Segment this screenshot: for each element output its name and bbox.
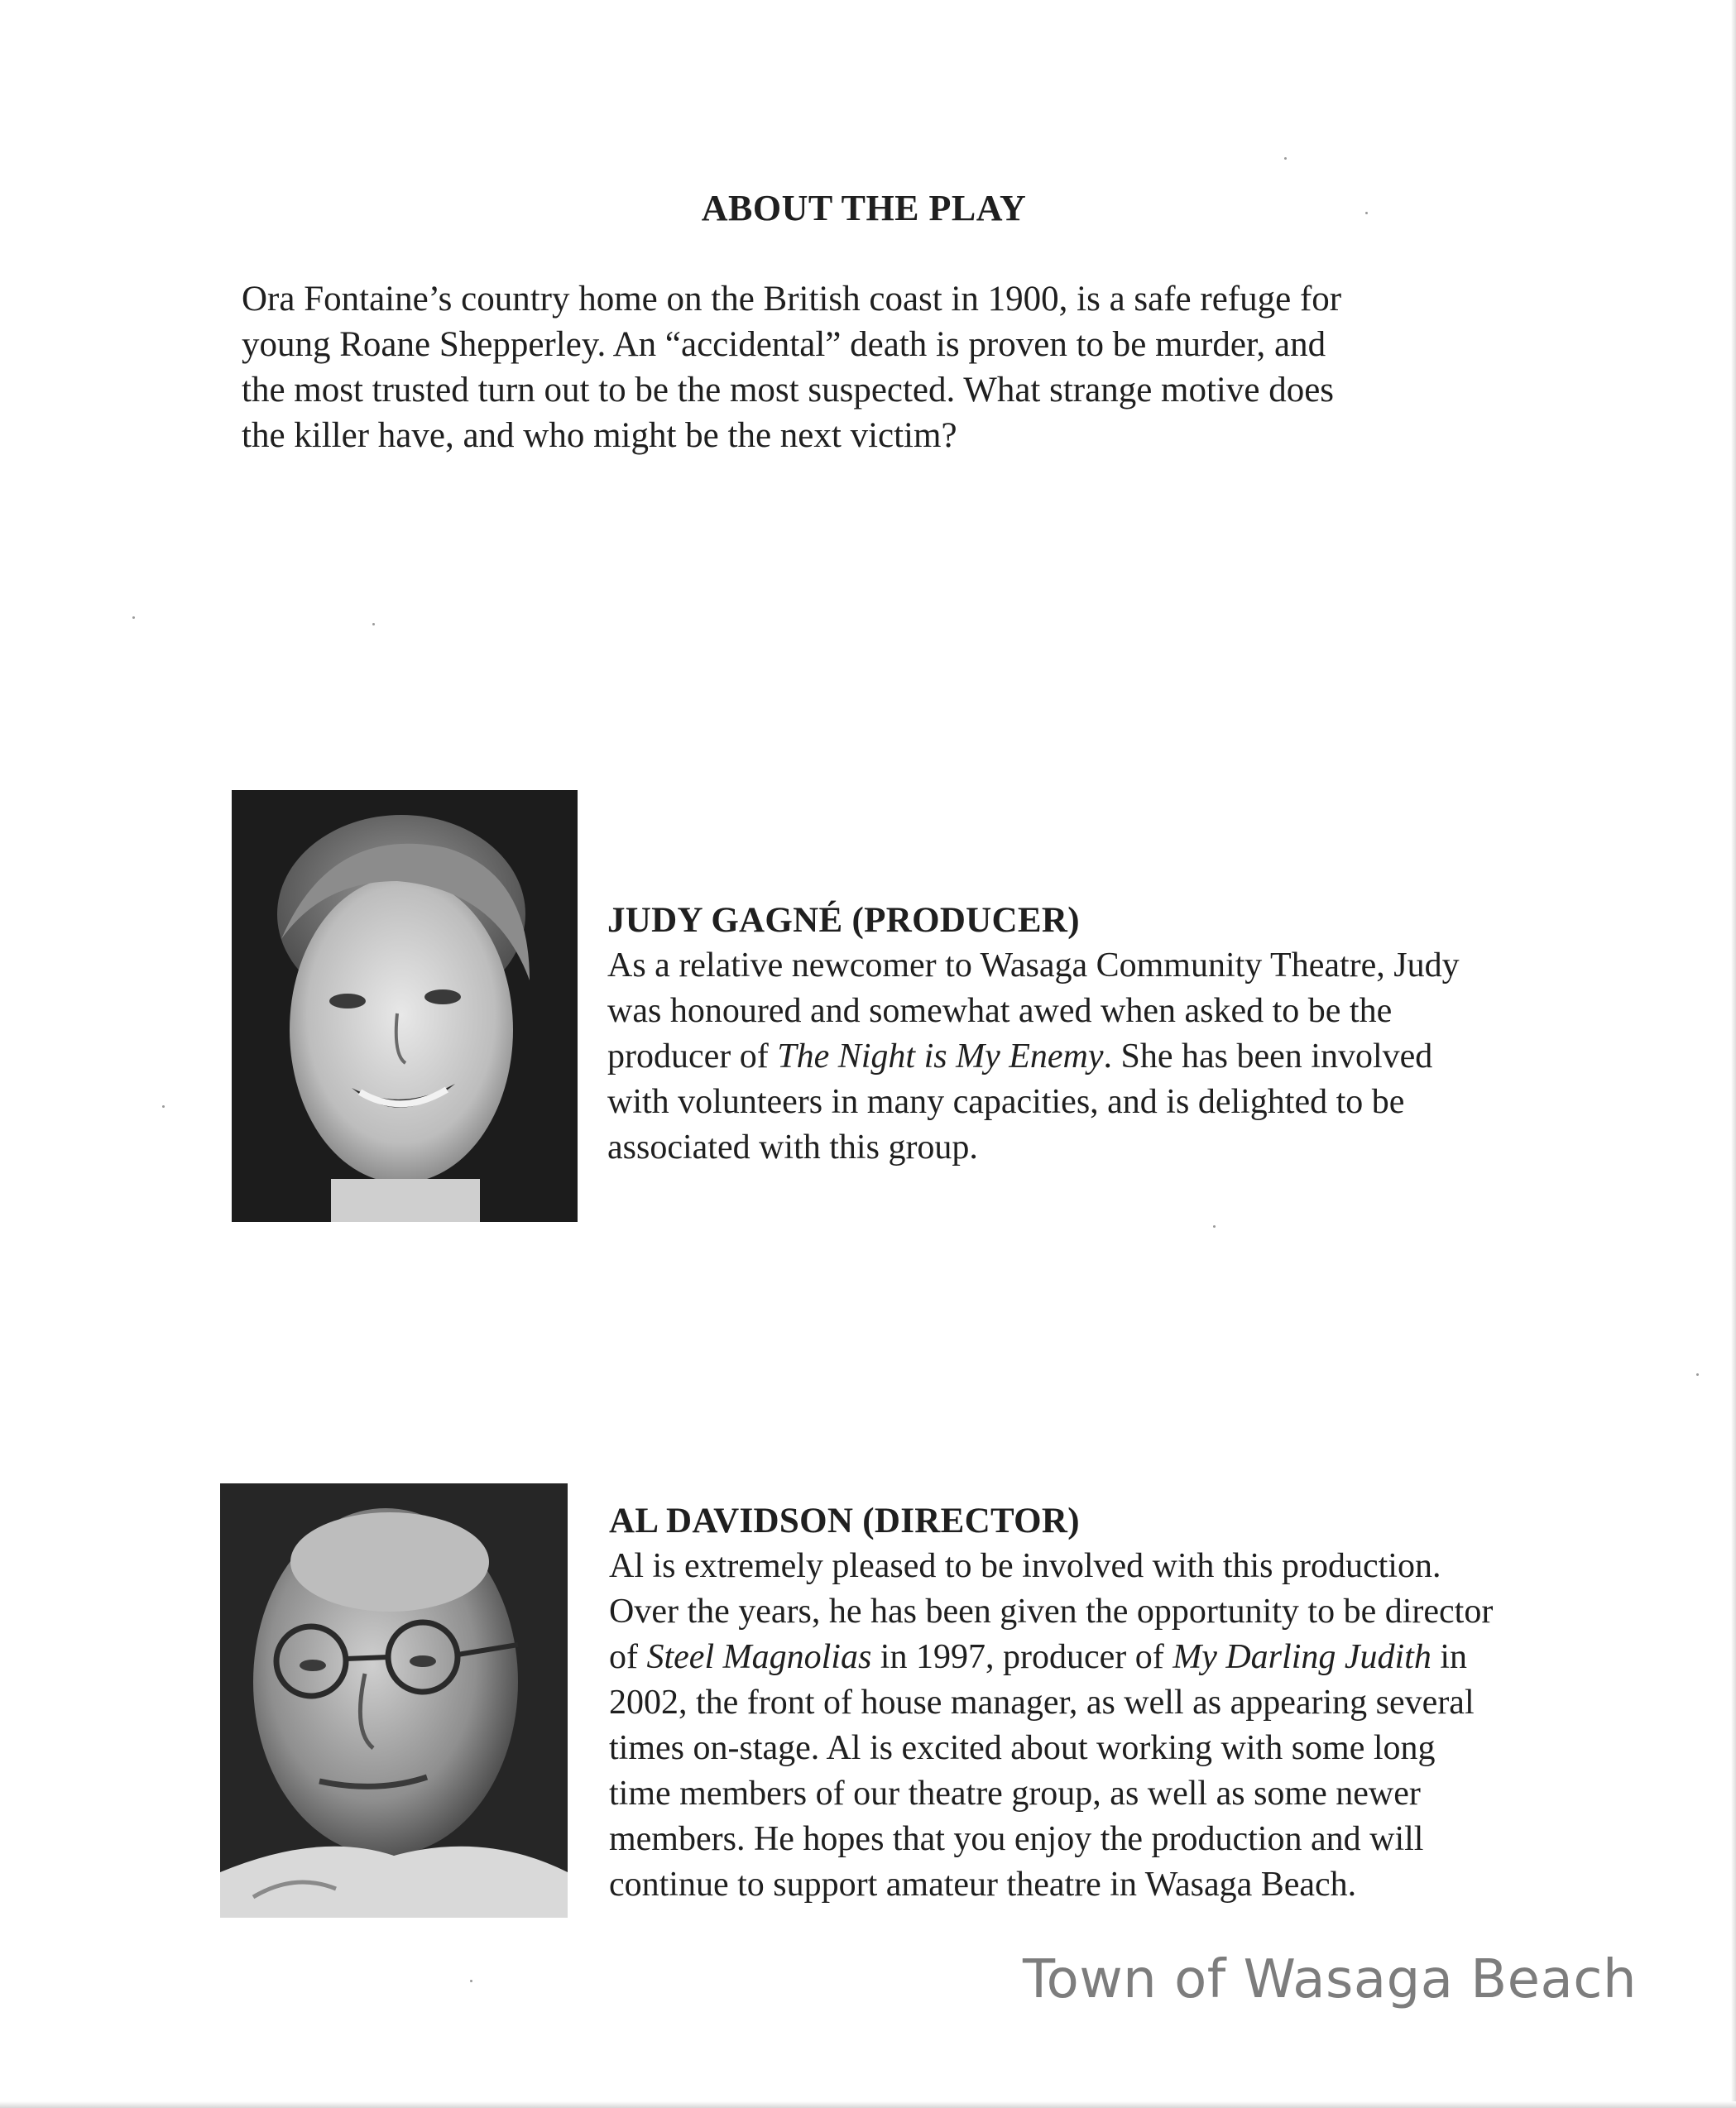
page-title: ABOUT THE PLAY bbox=[701, 188, 1027, 228]
bio-line: As a relative newcomer to Wasaga Community Theatre, Judy bbox=[607, 946, 1460, 985]
page-edge bbox=[1731, 0, 1736, 2108]
synopsis-line: the most trusted turn out to be the most suspected. What strange motive does bbox=[242, 371, 1335, 410]
scan-speck bbox=[132, 616, 135, 619]
synopsis-line: the killer have, and who might be the next victim? bbox=[242, 416, 957, 455]
watermark: Town of Wasaga Beach bbox=[1022, 1949, 1637, 2010]
scan-speck bbox=[162, 1105, 165, 1108]
bio-line: continue to support amateur theatre in Wasaga Beach. bbox=[609, 1866, 1357, 1904]
play-title: The Night is My Enemy bbox=[777, 1037, 1104, 1076]
producer-photo bbox=[232, 790, 578, 1222]
director-name: AL DAVIDSON (DIRECTOR) bbox=[609, 1502, 1080, 1540]
bio-line: time members of our theatre group, as well as some newer bbox=[609, 1775, 1421, 1813]
bio-text-segment: in bbox=[1431, 1638, 1468, 1676]
bio-line: 2002, the front of house manager, as well as appearing several bbox=[609, 1684, 1475, 1722]
producer-description bbox=[607, 943, 1617, 1171]
bio-line: associated with this group. bbox=[607, 1128, 978, 1167]
director-photo bbox=[220, 1483, 568, 1918]
play-synopsis bbox=[242, 276, 1549, 458]
director-bio bbox=[609, 1498, 1685, 1908]
bio-line bbox=[609, 1635, 1685, 1680]
synopsis-line: Ora Fontaine’s country home on the British coast in 1900, is a safe refuge for bbox=[242, 280, 1342, 319]
scan-speck bbox=[1696, 1373, 1699, 1376]
bio-line: members. He hopes that you enjoy the production and will bbox=[609, 1820, 1424, 1858]
bio-text-segment: . She has been involved bbox=[1103, 1037, 1433, 1076]
bio-line bbox=[607, 1034, 1617, 1080]
synopsis-line: young Roane Shepperley. An “accidental” death is proven to be murder, and bbox=[242, 325, 1326, 364]
bio-line: with volunteers in many capacities, and is delighted to be bbox=[607, 1083, 1405, 1121]
play-title: Steel Magnolias bbox=[646, 1638, 872, 1676]
director-description bbox=[609, 1544, 1685, 1908]
bio-text-segment: in 1997, producer of bbox=[871, 1638, 1173, 1676]
portrait-photo-woman-icon bbox=[232, 790, 578, 1222]
scan-speck bbox=[1284, 157, 1287, 160]
bio-line: was honoured and somewhat awed when asked to be the bbox=[607, 992, 1393, 1030]
scan-speck bbox=[470, 1980, 472, 1982]
bio-text-segment: producer of bbox=[607, 1037, 778, 1076]
play-title: My Darling Judith bbox=[1173, 1638, 1431, 1676]
scan-speck bbox=[1213, 1225, 1216, 1228]
producer-name: JUDY GAGNÉ (PRODUCER) bbox=[607, 901, 1080, 940]
bio-line: times on-stage. Al is excited about working with some long bbox=[609, 1729, 1436, 1767]
scan-speck bbox=[372, 623, 375, 625]
bio-line: Over the years, he has been given the opportunity to be director bbox=[609, 1593, 1494, 1631]
portrait-photo-man-icon bbox=[220, 1483, 568, 1918]
page-edge-bottom bbox=[0, 2101, 1736, 2108]
bio-line: Al is extremely pleased to be involved with this production. bbox=[609, 1547, 1441, 1585]
producer-bio bbox=[607, 898, 1617, 1171]
bio-text-segment: of bbox=[609, 1638, 647, 1676]
